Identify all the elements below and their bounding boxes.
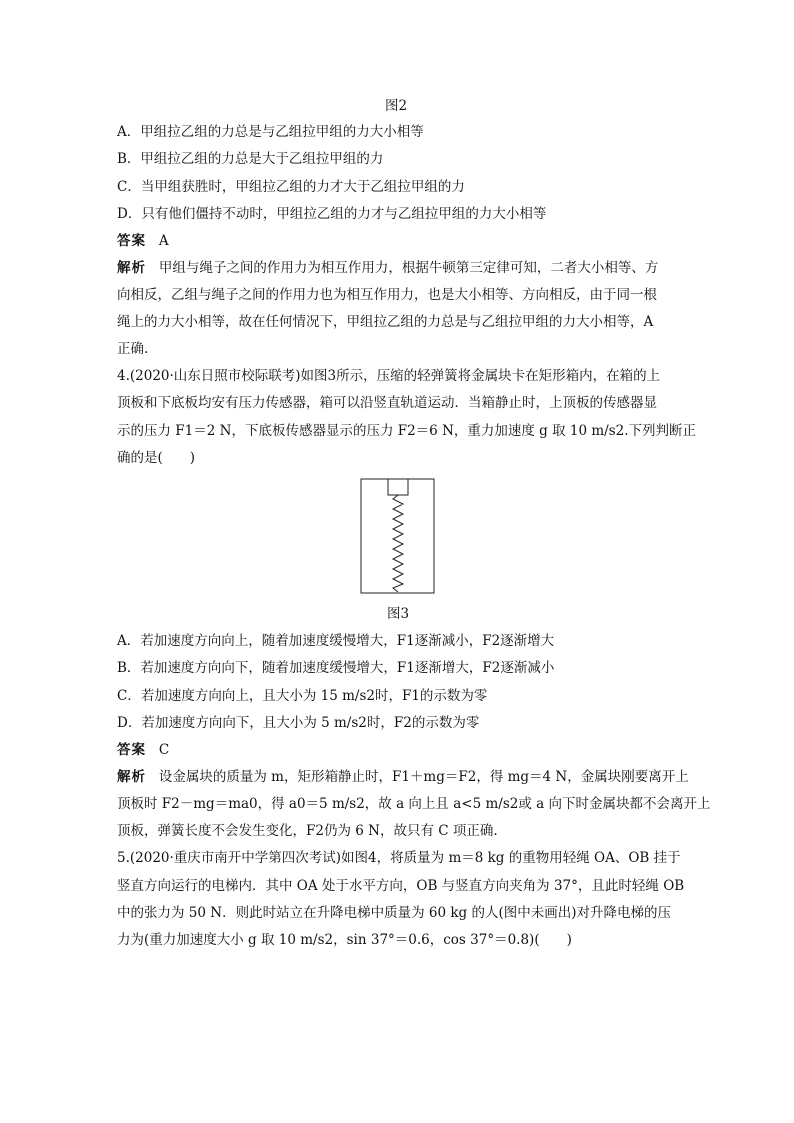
spring-icon	[393, 495, 403, 592]
analysis-label: 解析	[117, 769, 146, 785]
q4-analysis-line-2: 顶板时 F2－mg＝ma0，得 a0＝5 m/s2，故 a 向上且 a<5 m/s2或 a 向下时金属块都不会离开上	[117, 796, 711, 812]
figure-2-caption: 图2	[385, 98, 408, 114]
q4-answer-value: C	[158, 742, 170, 758]
q4-stem-line-1: 4.(2020·山东日照市校际联考)如图3所示，压缩的轻弹簧将金属块卡在矩形箱内，在箱的上	[117, 368, 661, 384]
q4-answer-line	[117, 740, 169, 760]
q5-stem-line-2: 竖直方向运行的电梯内．其中 OA 处于水平方向，OB 与竖直方向夹角为 37°，且此时轻绳 OB	[117, 878, 685, 894]
q3-option-a: A．甲组拉乙组的力总是与乙组拉甲组的力大小相等	[117, 124, 424, 140]
q3-analysis-line-2: 向相反，乙组与绳子之间的作用力也为相互作用力，也是大小相等、方向相反，由于同一根	[117, 287, 657, 303]
q3-option-b: B．甲组拉乙组的力总是大于乙组拉甲组的力	[117, 151, 384, 167]
q5-stem-line-3: 中的张力为 50 N．则此时站立在升降电梯中质量为 60 kg 的人(图中未画出)对升降电梯的压	[117, 905, 671, 921]
q4-option-a: A．若加速度方向向上，随着加速度缓慢增大，F1逐渐减小，F2逐渐增大	[117, 633, 555, 649]
q4-stem-line-2: 顶板和下底板均安有压力传感器，箱可以沿竖直轨道运动．当箱静止时，上顶板的传感器显	[117, 395, 657, 411]
q3-answer-line	[117, 231, 169, 251]
q4-analysis-text-1: 设金属块的质量为 m，矩形箱静止时，F1＋mg＝F2，得 mg＝4 N，金属块刚要离开上	[158, 769, 689, 785]
box-outline	[361, 479, 434, 593]
figure-3-caption: 图3	[387, 606, 410, 622]
q3-analysis-line-4: 正确.	[117, 341, 149, 357]
metal-block	[388, 479, 408, 495]
q3-analysis-line-3: 绳上的力大小相等，故在任何情况下，甲组拉乙组的力总是与乙组拉甲组的力大小相等，A	[117, 314, 654, 330]
q4-stem-line-3: 示的压力 F1＝2 N，下底板传感器显示的压力 F2＝6 N，重力加速度 g 取 10 m/s2.下列判断正	[117, 423, 697, 439]
q3-analysis-text-1: 甲组与绳子之间的作用力为相互作用力，根据牛顿第三定律可知，二者大小相等、方	[158, 260, 659, 276]
q4-analysis-line-1	[117, 767, 689, 787]
answer-label: 答案	[117, 233, 146, 249]
answer-label: 答案	[117, 742, 146, 758]
q3-answer-value: A	[158, 233, 169, 249]
figure-3-spring-box	[360, 478, 436, 596]
q4-option-c: C．若加速度方向向上，且大小为 15 m/s2时，F1的示数为零	[117, 688, 488, 704]
q4-option-b: B．若加速度方向向下，随着加速度缓慢增大，F1逐渐增大，F2逐渐减小	[117, 660, 555, 676]
q3-analysis-line-1	[117, 258, 658, 278]
q3-option-d: D．只有他们僵持不动时，甲组拉乙组的力才与乙组拉甲组的力大小相等	[117, 206, 547, 222]
q4-option-d: D．若加速度方向向下，且大小为 5 m/s2时，F2的示数为零	[117, 715, 480, 731]
q3-option-c: C．当甲组获胜时，甲组拉乙组的力才大于乙组拉甲组的力	[117, 179, 465, 195]
q5-stem-line-4: 力为(重力加速度大小 g 取 10 m/s2，sin 37°＝0.6，cos 37°＝0.8)( )	[117, 932, 572, 948]
q4-stem-line-4: 确的是( )	[117, 450, 196, 466]
analysis-label: 解析	[117, 260, 146, 276]
q4-analysis-line-3: 顶板，弹簧长度不会发生变化，F2仍为 6 N，故只有 C 项正确.	[117, 823, 498, 839]
q5-stem-line-1: 5.(2020·重庆市南开中学第四次考试)如图4，将质量为 m＝8 kg 的重物用轻绳 OA、OB 挂于	[117, 850, 681, 866]
